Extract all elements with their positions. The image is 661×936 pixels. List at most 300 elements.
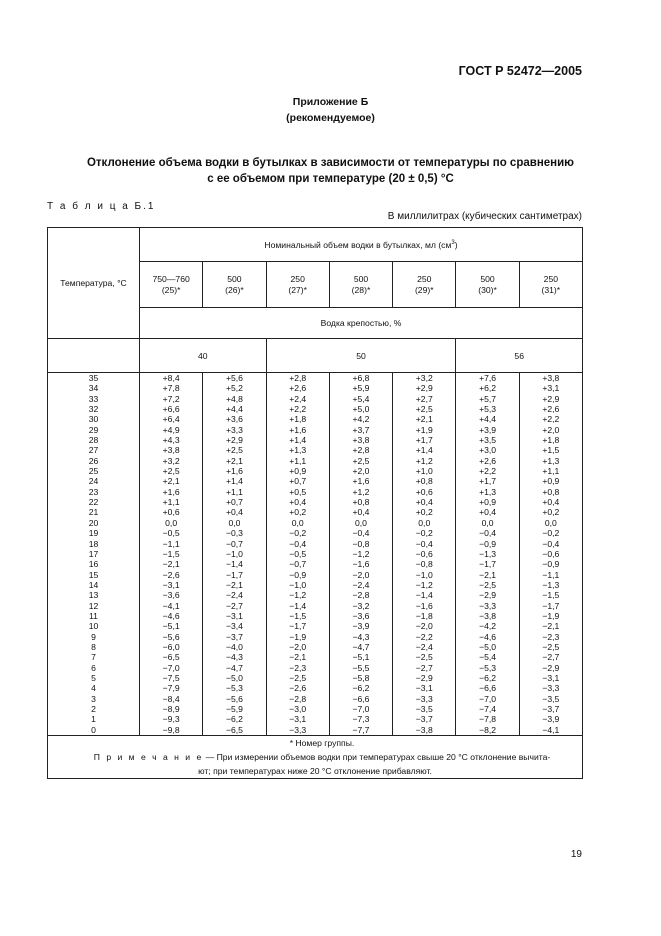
value-cell: +1,7 xyxy=(479,476,497,487)
value-cell: −2,1 xyxy=(542,621,560,632)
value-cell: −0,4 xyxy=(352,528,370,539)
value-cell: −6,2 xyxy=(225,714,243,725)
value-cell: −2,8 xyxy=(289,693,307,704)
value-cell: −1,0 xyxy=(225,548,243,559)
value-cell: +2,6 xyxy=(289,383,307,394)
value-cell: −0,4 xyxy=(542,538,560,549)
value-cell: −1,0 xyxy=(415,569,433,580)
value-cell: −3,1 xyxy=(162,579,180,590)
temperature-cell: 12 xyxy=(88,600,99,611)
value-column xyxy=(519,373,582,736)
value-cell: 0,0 xyxy=(228,517,241,528)
value-cell: −0,7 xyxy=(225,538,243,549)
value-cell: −8,2 xyxy=(479,724,497,735)
value-cell: +1,1 xyxy=(542,466,560,477)
value-cell: +0,4 xyxy=(479,507,497,518)
value-cell: +1,6 xyxy=(162,486,180,497)
value-cell: −5,3 xyxy=(225,683,243,694)
value-cell: +1,8 xyxy=(289,414,307,425)
header-row-strength-values xyxy=(48,339,583,373)
value-cell: +1,7 xyxy=(415,435,433,446)
value-cell: +1,2 xyxy=(415,455,433,466)
value-cell: −5,3 xyxy=(479,662,497,673)
value-cell: −7,9 xyxy=(162,683,180,694)
value-cell: +3,8 xyxy=(162,445,180,456)
value-cell: −1,9 xyxy=(542,610,560,621)
value-cell: −8,4 xyxy=(162,693,180,704)
value-cell: −1,2 xyxy=(415,579,433,590)
value-cell: −0,8 xyxy=(415,559,433,570)
table-footer-row xyxy=(48,736,583,779)
temperature-cell: 15 xyxy=(88,569,99,580)
temperature-cell: 29 xyxy=(88,424,99,435)
value-cell: +6,6 xyxy=(162,404,180,415)
value-cell: −0,9 xyxy=(542,559,560,570)
temperature-header-spacer xyxy=(48,339,140,373)
value-cell: +5,0 xyxy=(352,404,370,415)
volume-header: Номинальный объем водки в бутылках, мл $(см^3)$ xyxy=(140,228,583,262)
value-cell: +2,2 xyxy=(289,404,307,415)
value-cell: +7,2 xyxy=(162,393,180,404)
value-cell: +2,8 xyxy=(352,445,370,456)
value-cell: +3,8 xyxy=(352,435,370,446)
temperature-cell: 33 xyxy=(88,393,99,404)
value-cell: −3,1 xyxy=(289,714,307,725)
value-cell: −2,3 xyxy=(542,631,560,642)
value-cell: 0,0 xyxy=(418,517,431,528)
value-cell: −2,3 xyxy=(289,662,307,673)
temperature-cell: 17 xyxy=(88,548,99,559)
strength-value: 50 xyxy=(266,339,456,373)
value-cell: −6,6 xyxy=(352,693,370,704)
value-cell: −7,7 xyxy=(352,724,370,735)
value-cell: −1,4 xyxy=(415,590,433,601)
value-cell: −3,8 xyxy=(479,610,497,621)
value-cell: +1,3 xyxy=(289,445,307,456)
column-header: 500 (28)* xyxy=(329,262,392,308)
value-column xyxy=(203,373,266,736)
value-cell: +0,7 xyxy=(289,476,307,487)
value-cell: +3,3 xyxy=(225,424,243,435)
value-cell: −0,4 xyxy=(479,528,497,539)
value-cell: +0,2 xyxy=(415,507,433,518)
table-label: Т а б л и ц а Б.1 xyxy=(47,201,156,212)
standard-code: ГОСТ Р 52472—2005 xyxy=(458,64,582,78)
value-cell: +1,6 xyxy=(289,424,307,435)
value-cell: 0,0 xyxy=(291,517,304,528)
value-cell: −2,0 xyxy=(415,621,433,632)
value-cell: −5,6 xyxy=(162,631,180,642)
value-cell: +2,8 xyxy=(289,373,307,383)
temperature-cell: 32 xyxy=(88,404,99,415)
temperature-cell: 7 xyxy=(91,652,96,663)
value-cell: −1,0 xyxy=(289,579,307,590)
value-cell: −4,3 xyxy=(225,652,243,663)
value-cell: −2,6 xyxy=(289,683,307,694)
data-body-row xyxy=(48,373,583,736)
value-cell: +3,0 xyxy=(479,445,497,456)
value-cell: −4,6 xyxy=(162,610,180,621)
value-cell: −1,1 xyxy=(542,569,560,580)
column-header: 750—760 (25)* xyxy=(140,262,203,308)
value-cell: −6,5 xyxy=(162,652,180,663)
value-cell: +2,9 xyxy=(415,383,433,394)
values-column xyxy=(267,373,329,735)
value-cell: +0,4 xyxy=(415,497,433,508)
value-cell: −2,0 xyxy=(352,569,370,580)
value-cell: +5,7 xyxy=(479,393,497,404)
value-cell: −2,9 xyxy=(542,662,560,673)
value-cell: −9,3 xyxy=(162,714,180,725)
note-label: П р и м е ч а н и е xyxy=(93,752,204,763)
value-cell: −3,6 xyxy=(162,590,180,601)
column-header: 250 (29)* xyxy=(393,262,456,308)
values-column xyxy=(140,373,202,735)
value-cell: −1,5 xyxy=(289,610,307,621)
value-cell: +1,4 xyxy=(289,435,307,446)
value-cell: +0,4 xyxy=(352,507,370,518)
value-cell: −1,7 xyxy=(225,569,243,580)
temperature-cell: 24 xyxy=(88,476,99,487)
value-cell: −1,9 xyxy=(289,631,307,642)
appendix-title: Приложение Б xyxy=(292,96,369,108)
value-cell: +3,6 xyxy=(225,414,243,425)
value-cell: −2,9 xyxy=(479,590,497,601)
value-cell: +5,6 xyxy=(225,373,243,383)
temperature-cell: 5 xyxy=(91,672,96,683)
value-cell: +0,9 xyxy=(289,466,307,477)
value-cell: −3,7 xyxy=(415,714,433,725)
value-cell: +0,4 xyxy=(542,497,560,508)
value-cell: −2,1 xyxy=(162,559,180,570)
value-cell: −0,4 xyxy=(415,538,433,549)
value-cell: +0,8 xyxy=(415,476,433,487)
value-cell: +2,4 xyxy=(289,393,307,404)
value-cell: −2,0 xyxy=(289,641,307,652)
value-cell: −0,2 xyxy=(415,528,433,539)
value-cell: +1,3 xyxy=(479,486,497,497)
value-cell: −5,0 xyxy=(225,672,243,683)
value-cell: −1,6 xyxy=(415,600,433,611)
value-cell: +1,9 xyxy=(415,424,433,435)
note-text: — При измерении объемов водки при температурах свыше 20 °С отклонение вычита- xyxy=(203,752,551,763)
value-cell: −1,7 xyxy=(542,600,560,611)
value-cell: −3,1 xyxy=(542,672,560,683)
value-cell: −6,2 xyxy=(479,672,497,683)
value-cell: −0,6 xyxy=(415,548,433,559)
value-cell: 0,0 xyxy=(165,517,178,528)
value-cell: +1,1 xyxy=(289,455,307,466)
value-cell: +5,4 xyxy=(352,393,370,404)
temperature-cell: 3 xyxy=(91,693,96,704)
value-cell: −3,9 xyxy=(542,714,560,725)
value-cell: −1,7 xyxy=(289,621,307,632)
value-cell: −2,1 xyxy=(479,569,497,580)
page-number: 19 xyxy=(570,849,582,860)
value-cell: 0,0 xyxy=(544,517,557,528)
temperature-cell: 30 xyxy=(88,414,99,425)
value-cell: +3,9 xyxy=(479,424,497,435)
value-cell: +0,7 xyxy=(225,497,243,508)
value-cell: −5,6 xyxy=(225,693,243,704)
values-column xyxy=(520,373,582,735)
table-footer xyxy=(48,736,583,779)
header-row-volume xyxy=(48,228,583,262)
value-cell: +3,1 xyxy=(542,383,560,394)
temperature-cell: 4 xyxy=(91,683,96,694)
value-cell: −7,8 xyxy=(479,714,497,725)
value-column xyxy=(393,373,456,736)
value-cell: +7,6 xyxy=(479,373,497,383)
value-cell: −4,1 xyxy=(542,724,560,735)
value-cell: +2,7 xyxy=(415,393,433,404)
value-cell: +2,9 xyxy=(542,393,560,404)
footnote: * Номер группы. xyxy=(289,738,355,749)
value-cell: +1,3 xyxy=(542,455,560,466)
value-cell: −1,6 xyxy=(352,559,370,570)
note-continuation: ют; при температурах ниже 20 °С отклонение прибавляют. xyxy=(198,766,432,777)
values-column xyxy=(330,373,392,735)
column-header: 250 (31)* xyxy=(519,262,582,308)
value-cell: −1,4 xyxy=(225,559,243,570)
value-cell: −4,3 xyxy=(352,631,370,642)
value-cell: −1,3 xyxy=(479,548,497,559)
note xyxy=(48,750,582,764)
temperature-cell: 20 xyxy=(88,517,99,528)
table-title-line-1: Отклонение объема водки в бутылках в зависимости от температуры по сравнению xyxy=(86,157,574,169)
table-units: В миллилитрах (кубических сантиметрах) xyxy=(387,211,582,222)
value-cell: −2,7 xyxy=(415,662,433,673)
value-cell: −1,2 xyxy=(289,590,307,601)
value-cell: −6,0 xyxy=(162,641,180,652)
value-cell: −3,5 xyxy=(542,693,560,704)
value-cell: +5,3 xyxy=(479,404,497,415)
temperature-values xyxy=(48,373,139,735)
value-cell: −7,0 xyxy=(479,693,497,704)
temperature-cell: 10 xyxy=(88,621,99,632)
value-cell: −3,6 xyxy=(352,610,370,621)
value-cell: −5,8 xyxy=(352,672,370,683)
value-cell: −6,5 xyxy=(225,724,243,735)
value-cell: −5,1 xyxy=(162,621,180,632)
temperature-cell: 16 xyxy=(88,559,99,570)
value-cell: 0,0 xyxy=(355,517,367,528)
table-title xyxy=(0,155,661,187)
value-cell: −2,4 xyxy=(352,579,370,590)
temperature-cell: 2 xyxy=(91,704,96,714)
value-cell: +6,4 xyxy=(162,414,180,425)
value-cell: +3,2 xyxy=(162,455,180,466)
value-cell: +4,2 xyxy=(352,414,370,425)
value-cell: −1,5 xyxy=(542,590,560,601)
temperature-cell: 22 xyxy=(88,497,99,508)
value-cell: +1,6 xyxy=(225,466,243,477)
strength-value: 56 xyxy=(456,339,583,373)
value-cell: +2,6 xyxy=(479,455,497,466)
value-cell: −2,7 xyxy=(225,600,243,611)
value-cell: +0,2 xyxy=(542,507,560,518)
value-cell: −7,5 xyxy=(162,672,180,683)
value-cell: +1,1 xyxy=(225,486,243,497)
value-cell: +3,7 xyxy=(352,424,370,435)
value-cell: +0,6 xyxy=(162,507,180,518)
temperature-cell: 8 xyxy=(91,641,96,652)
value-column xyxy=(329,373,392,736)
value-cell: +2,1 xyxy=(225,455,243,466)
value-cell: +2,5 xyxy=(162,466,180,477)
temperature-cell: 19 xyxy=(88,528,99,539)
value-cell: +2,5 xyxy=(415,404,433,415)
value-cell: −2,4 xyxy=(225,590,243,601)
value-cell: −2,7 xyxy=(542,652,560,663)
value-cell: −0,2 xyxy=(289,528,307,539)
value-cell: −7,0 xyxy=(352,704,370,714)
value-cell: +8,4 xyxy=(162,373,180,383)
temperature-header: Температура, °С xyxy=(48,228,140,339)
strength-value: 40 xyxy=(140,339,267,373)
value-cell: −4,0 xyxy=(225,641,243,652)
value-column xyxy=(140,373,203,736)
value-cell: −5,9 xyxy=(225,704,243,714)
column-header: 500 (26)* xyxy=(203,262,266,308)
value-cell: −1,7 xyxy=(479,559,497,570)
value-cell: −5,5 xyxy=(352,662,370,673)
value-cell: −1,5 xyxy=(162,548,180,559)
temperature-cell: 6 xyxy=(91,662,96,673)
value-cell: +1,0 xyxy=(415,466,433,477)
value-cell: −0,9 xyxy=(479,538,497,549)
temperature-cell: 14 xyxy=(88,579,99,590)
value-cell: −4,2 xyxy=(479,621,497,632)
value-cell: −3,4 xyxy=(225,621,243,632)
value-cell: +2,6 xyxy=(542,404,560,415)
value-cell: +3,5 xyxy=(479,435,497,446)
temperature-cell: 0 xyxy=(91,724,96,735)
value-cell: +4,3 xyxy=(162,435,180,446)
value-cell: +1,1 xyxy=(162,497,180,508)
value-cell: −5,0 xyxy=(479,641,497,652)
temperature-column xyxy=(48,373,140,736)
value-cell: +3,2 xyxy=(415,373,433,383)
value-cell: +5,2 xyxy=(225,383,243,394)
value-cell: −2,6 xyxy=(162,569,180,580)
values-column xyxy=(203,373,265,735)
value-cell: −3,9 xyxy=(352,621,370,632)
temperature-cell: 34 xyxy=(88,383,99,394)
value-cell: −2,2 xyxy=(415,631,433,642)
value-cell: −0,5 xyxy=(289,548,307,559)
value-cell: +1,4 xyxy=(225,476,243,487)
value-cell: +6,8 xyxy=(352,373,370,383)
value-cell: +4,9 xyxy=(162,424,180,435)
value-cell: −2,1 xyxy=(225,579,243,590)
temperature-cell: 9 xyxy=(91,631,96,642)
value-cell: +2,1 xyxy=(415,414,433,425)
volume-deviation-table xyxy=(47,227,583,779)
temperature-cell: 13 xyxy=(88,590,99,601)
value-cell: −7,4 xyxy=(479,704,497,714)
value-cell: −2,4 xyxy=(415,641,433,652)
value-cell: −0,4 xyxy=(289,538,307,549)
value-cell: −0,9 xyxy=(289,569,307,580)
value-cell: −3,7 xyxy=(542,704,560,714)
value-cell: +0,9 xyxy=(542,476,560,487)
value-column xyxy=(456,373,519,736)
temperature-cell: 11 xyxy=(89,610,98,621)
value-cell: −3,5 xyxy=(415,704,433,714)
value-cell: −2,5 xyxy=(542,641,560,652)
value-cell: −6,2 xyxy=(352,683,370,694)
value-cell: +4,8 xyxy=(225,393,243,404)
value-cell: −4,7 xyxy=(225,662,243,673)
value-cell: +0,5 xyxy=(289,486,307,497)
value-cell: +2,1 xyxy=(162,476,180,487)
value-cell: +1,4 xyxy=(415,445,433,456)
value-cell: −0,8 xyxy=(352,538,370,549)
value-cell: −0,7 xyxy=(289,559,307,570)
value-cell: −4,1 xyxy=(162,600,180,611)
temperature-cell: 1 xyxy=(91,714,96,725)
value-cell: −2,9 xyxy=(415,672,433,683)
value-cell: +6,2 xyxy=(479,383,497,394)
value-cell: −3,7 xyxy=(225,631,243,642)
value-cell: −9,8 xyxy=(162,724,180,735)
value-cell: +3,8 xyxy=(542,373,560,383)
value-cell: −7,0 xyxy=(162,662,180,673)
value-cell: −0,5 xyxy=(162,528,180,539)
value-cell: −2,5 xyxy=(479,579,497,590)
values-column xyxy=(456,373,518,735)
value-cell: +0,6 xyxy=(415,486,433,497)
value-cell: −3,3 xyxy=(415,693,433,704)
value-cell: +0,2 xyxy=(289,507,307,518)
appendix-heading xyxy=(0,94,661,126)
value-cell: −6,6 xyxy=(479,683,497,694)
value-cell: +0,8 xyxy=(352,497,370,508)
value-cell: −0,6 xyxy=(542,548,560,559)
value-cell: +0,4 xyxy=(289,497,307,508)
temperature-cell: 28 xyxy=(88,435,99,446)
value-column xyxy=(266,373,329,736)
temperature-cell: 26 xyxy=(88,455,99,466)
value-cell: +2,2 xyxy=(479,466,497,477)
value-cell: +2,5 xyxy=(225,445,243,456)
value-cell: −5,4 xyxy=(479,652,497,663)
value-cell: +0,8 xyxy=(542,486,560,497)
value-cell: −5,1 xyxy=(352,652,370,663)
value-cell: +2,0 xyxy=(542,424,560,435)
value-cell: −3,8 xyxy=(415,724,433,735)
value-cell: −4,7 xyxy=(352,641,370,652)
value-cell: +2,0 xyxy=(352,466,370,477)
value-cell: −3,3 xyxy=(542,683,560,694)
value-cell: −3,1 xyxy=(415,683,433,694)
temperature-cell: 27 xyxy=(88,445,99,456)
strength-header: Водка крепостью, % xyxy=(140,308,583,339)
value-cell: +5,9 xyxy=(352,383,370,394)
value-cell: −0,3 xyxy=(225,528,243,539)
value-cell: −2,8 xyxy=(352,590,370,601)
value-cell: +2,2 xyxy=(542,414,560,425)
value-cell: +2,5 xyxy=(352,455,370,466)
temperature-cell: 25 xyxy=(88,466,99,477)
value-cell: −3,3 xyxy=(289,724,307,735)
value-cell: −1,2 xyxy=(352,548,370,559)
value-cell: 0,0 xyxy=(481,517,494,528)
value-cell: −2,1 xyxy=(289,652,307,663)
value-cell: −0,2 xyxy=(542,528,560,539)
value-cell: −3,0 xyxy=(289,704,307,714)
